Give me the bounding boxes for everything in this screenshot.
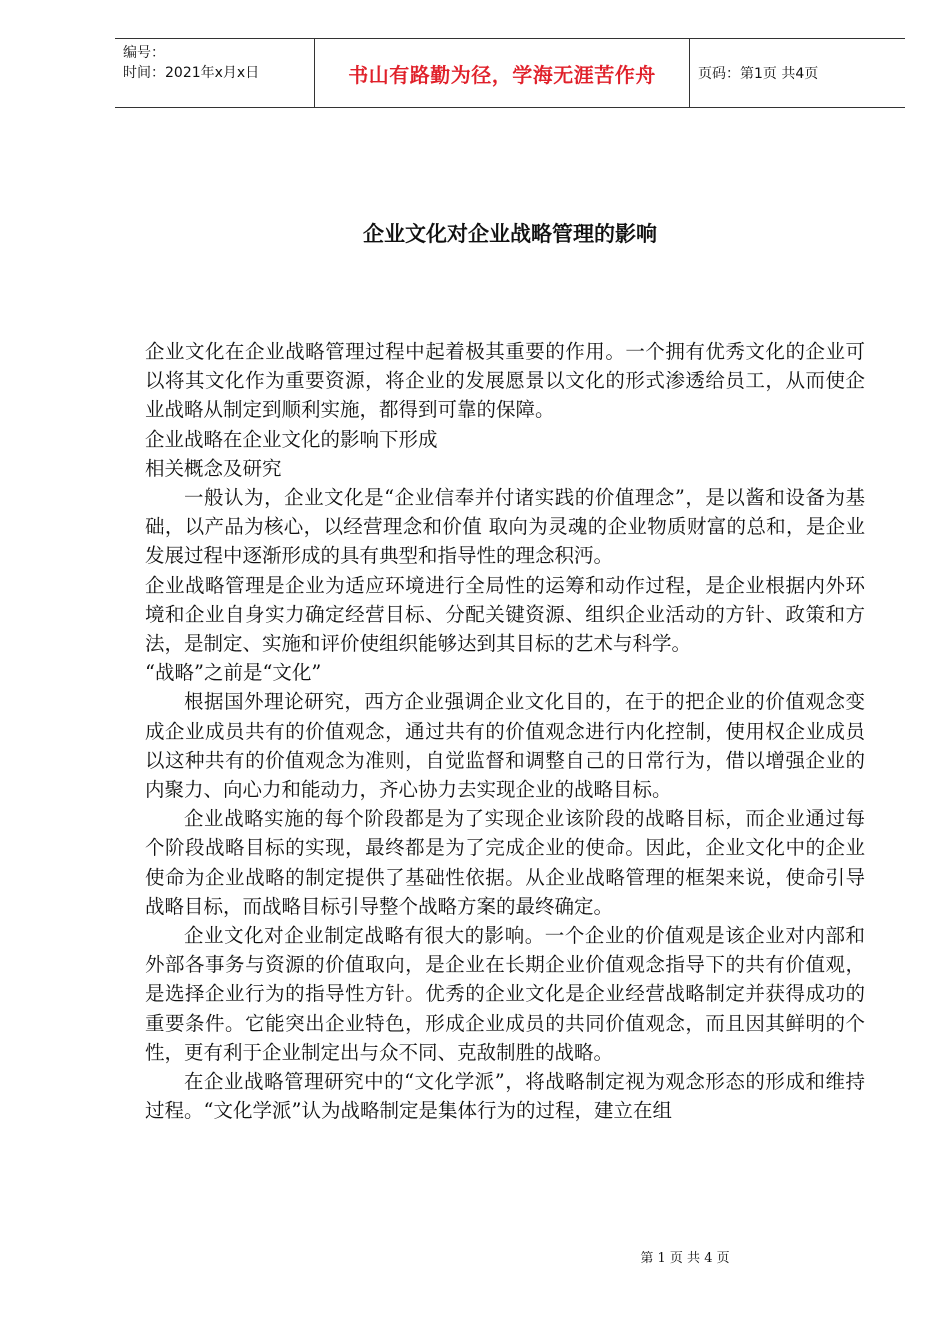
header-motto: 书山有路勤为径，学海无涯苦作舟 <box>315 39 690 107</box>
paragraph: 企业战略管理是企业为适应环境进行全局性的运筹和动作过程，是企业根据内外环境和企业自身实力确定经营目标、分配关键资源、组织企业活动的方针、政策和方法，是制定、实施和评价使组织能够达到其目标的艺术与科学。 <box>145 573 865 656</box>
paragraph: 在企业战略管理研究中的“文化学派”，将战略制定视为观念形态的形成和维持过程。“文化学派”认为战略制定是集体行为的过程，建立在组 <box>145 1070 865 1123</box>
document-body <box>145 337 865 1125</box>
paragraph: 企业文化在企业战略管理过程中起着极其重要的作用。一个拥有优秀文化的企业可以将其文化作为重要资源，将企业的发展愿景以文化的形式渗透给员工，从而使企业战略从制定到顺利实施，都得到可靠的保障。 <box>145 340 865 422</box>
number-label: 编号： <box>123 45 165 61</box>
paragraph: 根据国外理论研究，西方企业强调企业文化目的，在于的把企业的价值观念变成企业成员共有的价值观念，通过共有的价值观念进行内化控制，使用权企业成员以这种共有的价值观念为准则，自觉监督和调整自己的日常行为，借以增强企业的内聚力、向心力和能动力，齐心协力去实现企业的战略目标。 <box>145 690 865 802</box>
time-label: 时间：2021年x月x日 <box>123 65 260 81</box>
page-header <box>115 38 905 108</box>
page-footer: 第 1 页 共 4 页 <box>640 1251 730 1266</box>
paragraph: 一般认为，企业文化是“企业信奉并付诸实践的价值理念”，是以酱和设备为基础，以产品为核心，以经营理念和价值 取向为灵魂的企业物质财富的总和，是企业发展过程中逐渐形成的具有典型和指导性的理念积沔。 <box>145 486 865 568</box>
subsection-heading: “战略”之前是“文化” <box>145 661 322 685</box>
document-title: 企业文化对企业战略管理的影响 <box>363 222 657 246</box>
paragraph: 企业战略实施的每个阶段都是为了实现企业该阶段的战略目标，而企业通过每个阶段战略目标的实现，最终都是为了完成企业的使命。因此，企业文化中的企业使命为企业战略的制定提供了基础性依据。从企业战略管理的框架来说，使命引导战略目标，而战略目标引导整个战略方案的最终确定。 <box>145 807 865 918</box>
header-meta <box>115 39 315 107</box>
paragraph: 企业文化对企业制定战略有很大的影响。一个企业的价值观是该企业对内部和外部各事务与资源的价值取向，是企业在长期企业价值观念指导下的共有价值观，是选择企业行为的指导性方针。优秀的企业文化是企业经营战略制定并获得成功的重要条件。它能突出企业特色，形成企业成员的共同价值观念，而且因其鲜明的个性，更有利于企业制定出与众不同、克敌制胜的战略。 <box>145 924 865 1064</box>
subsection-heading: 相关概念及研究 <box>145 456 282 480</box>
section-heading: 企业战略在企业文化的影响下形成 <box>145 427 438 451</box>
header-page-label: 页码：第1页 共4页 <box>698 66 819 82</box>
